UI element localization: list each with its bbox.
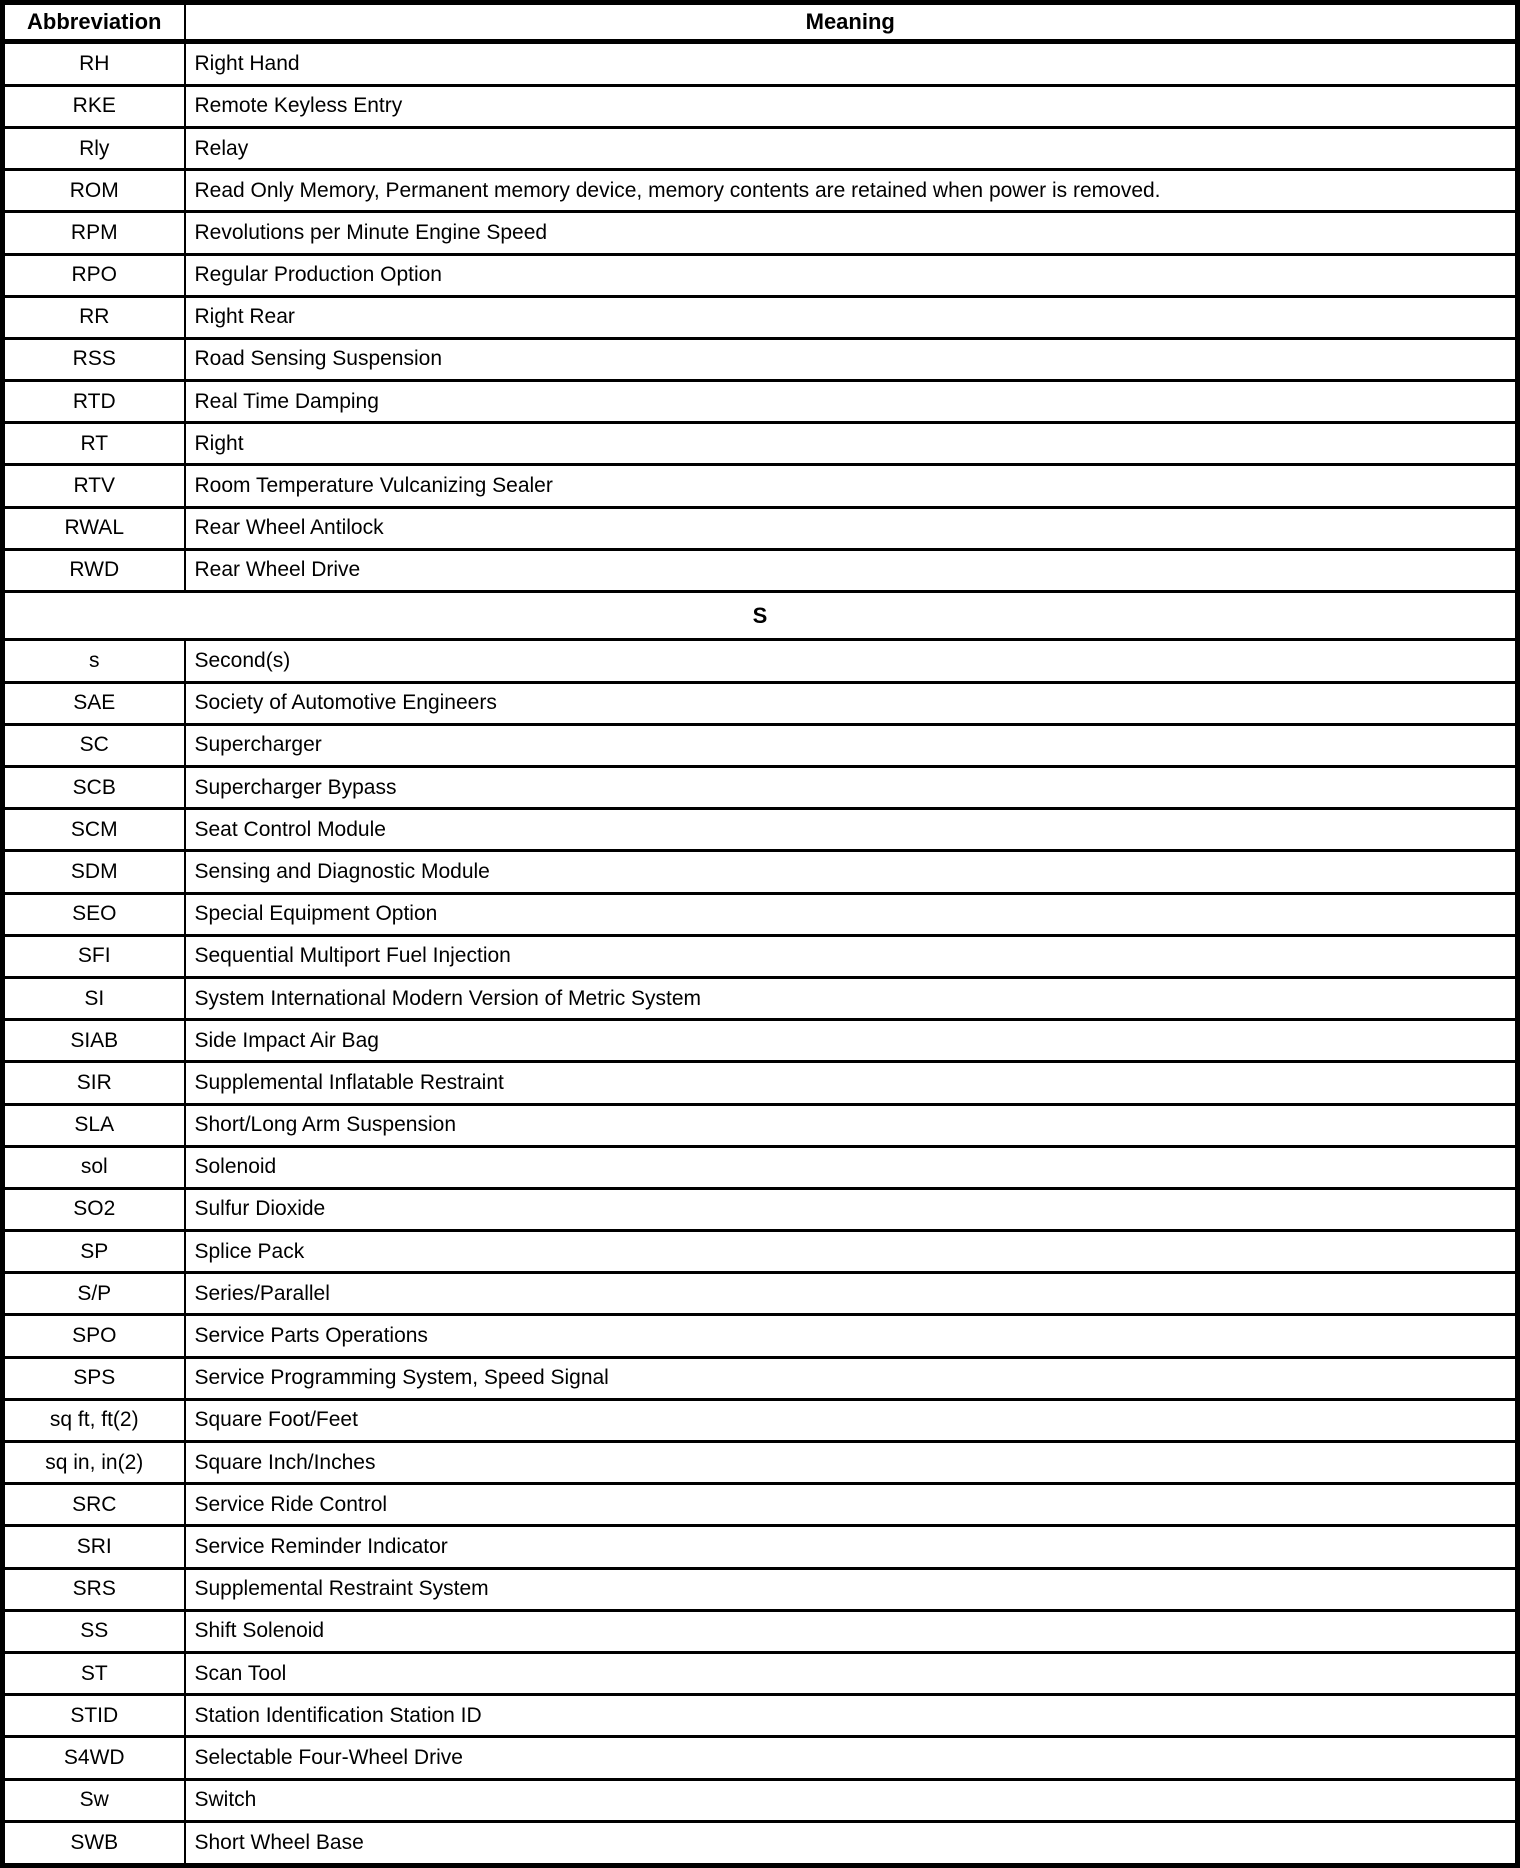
meaning-cell: Special Equipment Option [185,893,1518,935]
abbreviation-cell: RSS [3,338,185,380]
abbreviation-cell: RWAL [3,507,185,549]
meaning-cell: Supplemental Restraint System [185,1568,1518,1610]
meaning-cell: Relay [185,127,1518,169]
meaning-cell: Station Identification Station ID [185,1695,1518,1737]
meaning-cell: Sulfur Dioxide [185,1188,1518,1230]
meaning-cell: Rear Wheel Antilock [185,507,1518,549]
meaning-cell: Right Hand [185,42,1518,86]
meaning-cell: Remote Keyless Entry [185,85,1518,127]
table-row [3,1484,1518,1526]
meaning-cell: Service Programming System, Speed Signal [185,1357,1518,1399]
abbreviation-cell: SO2 [3,1188,185,1230]
meaning-cell: System International Modern Version of Metric System [185,977,1518,1019]
meaning-cell: Sequential Multiport Fuel Injection [185,935,1518,977]
meaning-cell: Switch [185,1779,1518,1821]
meaning-cell: Seat Control Module [185,809,1518,851]
table-row [3,1188,1518,1230]
table-row [3,212,1518,254]
meaning-cell: Read Only Memory, Permanent memory device, memory contents are retained when power is removed. [185,170,1518,212]
meaning-cell: Square Foot/Feet [185,1399,1518,1441]
table-row [3,549,1518,591]
meaning-cell: Society of Automotive Engineers [185,682,1518,724]
abbreviation-cell: SI [3,977,185,1019]
table-row [3,1020,1518,1062]
abbreviation-cell: Sw [3,1779,185,1821]
abbreviation-cell: SDM [3,851,185,893]
table-row [3,127,1518,169]
table-row [3,1273,1518,1315]
abbreviation-cell: sq ft, ft(2) [3,1399,185,1441]
meaning-cell: Series/Parallel [185,1273,1518,1315]
table-row [3,1357,1518,1399]
abbreviation-cell: SCM [3,809,185,851]
abbreviation-cell: SFI [3,935,185,977]
abbreviation-cell: SPO [3,1315,185,1357]
abbreviation-cell: SS [3,1610,185,1652]
table-row [3,935,1518,977]
meaning-cell: Real Time Damping [185,381,1518,423]
abbreviation-cell: SCB [3,767,185,809]
table-row [3,1779,1518,1821]
abbreviation-cell: RT [3,423,185,465]
table-row [3,1568,1518,1610]
table-row [3,465,1518,507]
abbreviation-cell: SC [3,724,185,766]
table-row [3,893,1518,935]
abbreviation-cell: SIAB [3,1020,185,1062]
abbreviation-cell: RPM [3,212,185,254]
table-row [3,1315,1518,1357]
table-row [3,507,1518,549]
table-row [3,338,1518,380]
table-row [3,1146,1518,1188]
abbreviation-cell: ST [3,1652,185,1694]
table-body [3,42,1518,1866]
abbreviation-cell: SWB [3,1821,185,1865]
meaning-cell: Splice Pack [185,1231,1518,1273]
table-row [3,1399,1518,1441]
table-row [3,809,1518,851]
abbreviation-cell: SP [3,1231,185,1273]
table-row [3,767,1518,809]
section-divider-label: S [3,592,1518,640]
meaning-cell: Rear Wheel Drive [185,549,1518,591]
abbreviation-cell: RTD [3,381,185,423]
table-row [3,1442,1518,1484]
abbreviation-cell: Rly [3,127,185,169]
abbreviation-cell: SRI [3,1526,185,1568]
table-row [3,381,1518,423]
abbreviation-cell: SIR [3,1062,185,1104]
meaning-cell: Solenoid [185,1146,1518,1188]
meaning-cell: Sensing and Diagnostic Module [185,851,1518,893]
table-row [3,254,1518,296]
meaning-cell: Room Temperature Vulcanizing Sealer [185,465,1518,507]
abbreviation-cell: RWD [3,549,185,591]
meaning-cell: Square Inch/Inches [185,1442,1518,1484]
meaning-cell: Shift Solenoid [185,1610,1518,1652]
table-header-row [3,3,1518,42]
abbreviation-cell: S4WD [3,1737,185,1779]
meaning-cell: Short/Long Arm Suspension [185,1104,1518,1146]
meaning-cell: Supercharger Bypass [185,767,1518,809]
meaning-cell: Regular Production Option [185,254,1518,296]
abbreviation-cell: SRC [3,1484,185,1526]
abbreviation-cell: SPS [3,1357,185,1399]
table-row [3,42,1518,86]
meaning-cell: Service Ride Control [185,1484,1518,1526]
abbreviation-cell: s [3,640,185,682]
table-row [3,1104,1518,1146]
abbreviation-cell: sol [3,1146,185,1188]
meaning-cell: Revolutions per Minute Engine Speed [185,212,1518,254]
abbreviation-cell: RKE [3,85,185,127]
table-row [3,977,1518,1019]
table-row [3,1231,1518,1273]
meaning-cell: Right Rear [185,296,1518,338]
meaning-cell: Short Wheel Base [185,1821,1518,1865]
abbreviation-cell: ROM [3,170,185,212]
meaning-cell: Supercharger [185,724,1518,766]
meaning-cell: Road Sensing Suspension [185,338,1518,380]
table-row [3,1610,1518,1652]
table-row [3,423,1518,465]
meaning-cell: Selectable Four-Wheel Drive [185,1737,1518,1779]
meaning-column-header: Meaning [185,3,1518,42]
table-row [3,1062,1518,1104]
table-row [3,1652,1518,1694]
table-row [3,85,1518,127]
abbreviation-cell: S/P [3,1273,185,1315]
table-row [3,1821,1518,1865]
abbreviation-cell: RPO [3,254,185,296]
section-divider-row [3,592,1518,640]
table-row [3,170,1518,212]
meaning-cell: Side Impact Air Bag [185,1020,1518,1062]
abbreviation-cell: SRS [3,1568,185,1610]
table-row [3,851,1518,893]
table-row [3,1526,1518,1568]
abbreviation-cell: STID [3,1695,185,1737]
abbreviation-cell: sq in, in(2) [3,1442,185,1484]
table-row [3,724,1518,766]
table-row [3,1695,1518,1737]
abbreviation-cell: RTV [3,465,185,507]
meaning-cell: Second(s) [185,640,1518,682]
meaning-cell: Right [185,423,1518,465]
abbreviation-cell: SLA [3,1104,185,1146]
table-row [3,682,1518,724]
meaning-cell: Service Parts Operations [185,1315,1518,1357]
table-row [3,640,1518,682]
meaning-cell: Supplemental Inflatable Restraint [185,1062,1518,1104]
table-row [3,1737,1518,1779]
abbreviation-cell: RR [3,296,185,338]
meaning-cell: Service Reminder Indicator [185,1526,1518,1568]
abbreviation-cell: SAE [3,682,185,724]
abbreviation-cell: RH [3,42,185,86]
meaning-cell: Scan Tool [185,1652,1518,1694]
abbreviation-column-header: Abbreviation [3,3,185,42]
abbreviation-cell: SEO [3,893,185,935]
table-row [3,296,1518,338]
